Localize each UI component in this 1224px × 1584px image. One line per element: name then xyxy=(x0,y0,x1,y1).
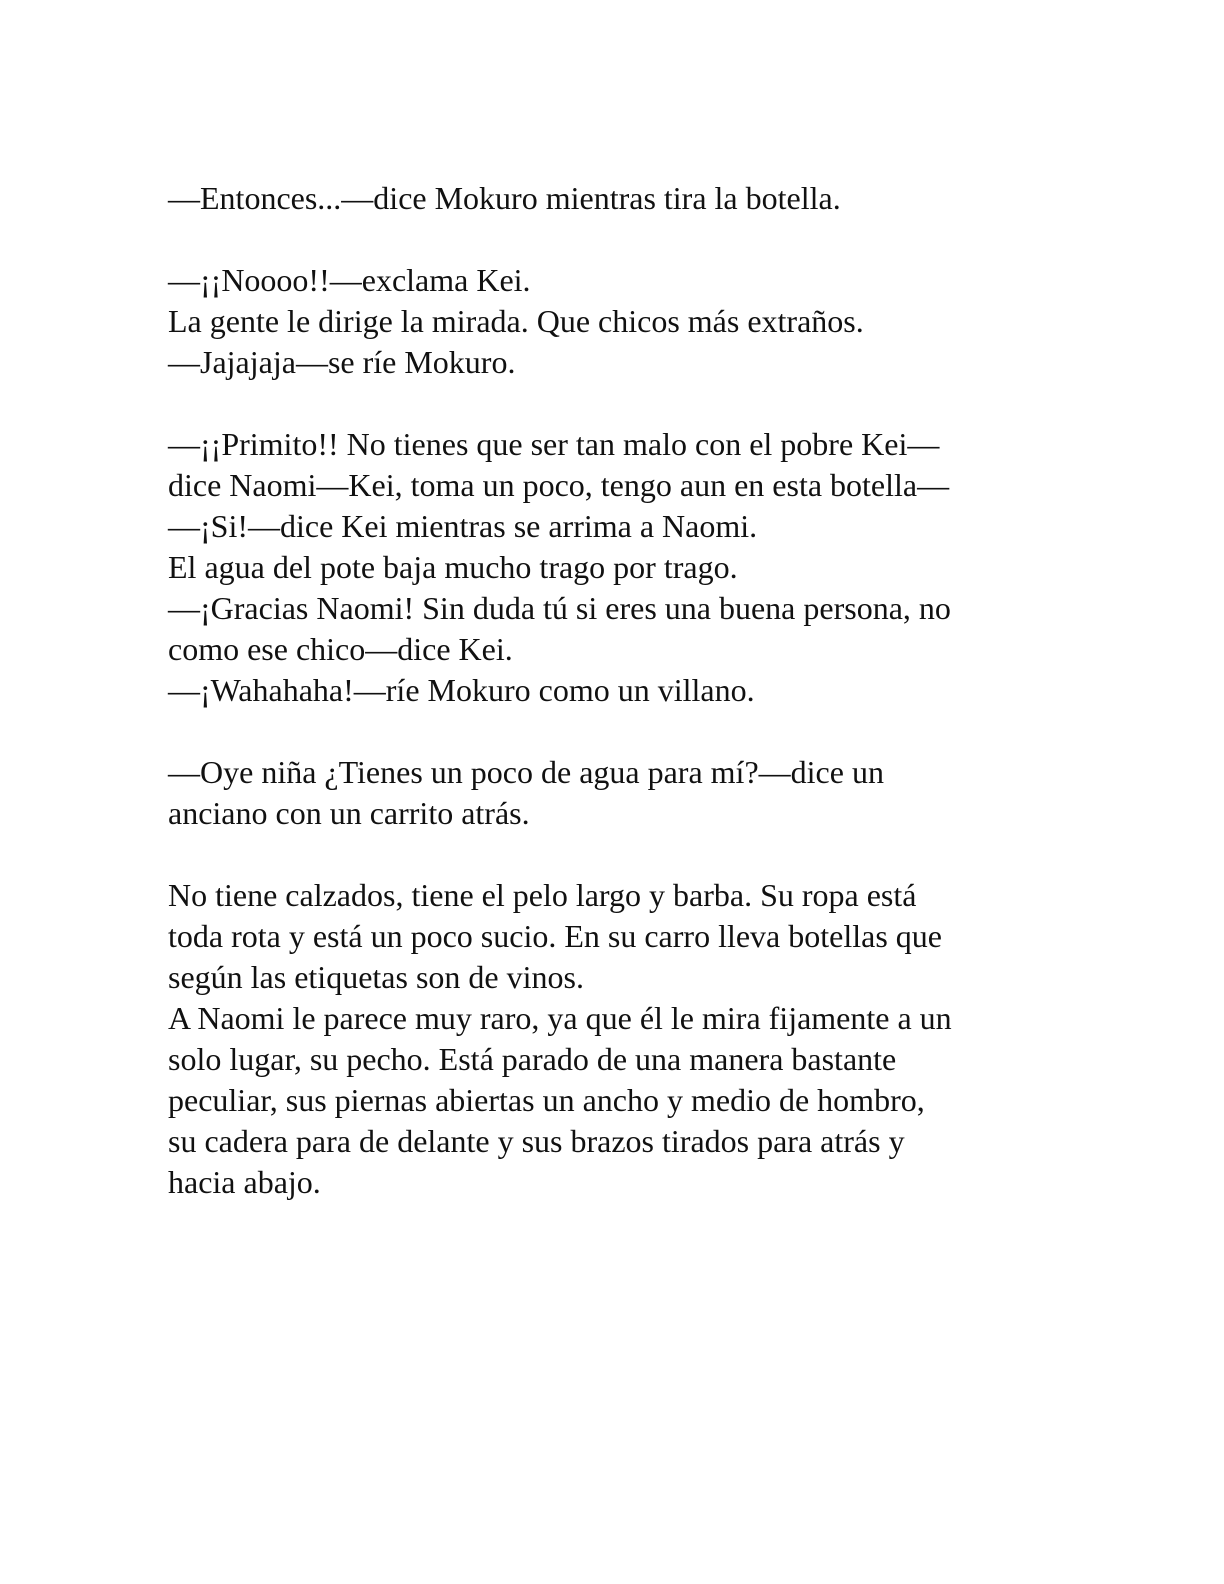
text-line: El agua del pote baja mucho trago por trago. xyxy=(168,549,738,585)
text-line: solo lugar, su pecho. Está parado de una manera bastante xyxy=(168,1041,897,1077)
text-line: La gente le dirige la mirada. Que chicos más extraños. xyxy=(168,303,864,339)
paragraph xyxy=(168,260,1068,383)
text-line: —¡¡Noooo!!—exclama Kei. xyxy=(168,262,531,298)
text-line: como ese chico—dice Kei. xyxy=(168,631,513,667)
text-line: dice Naomi—Kei, toma un poco, tengo aun en esta botella— xyxy=(168,467,950,503)
text-line: —Jajajaja—se ríe Mokuro. xyxy=(168,344,516,380)
text-line: anciano con un carrito atrás. xyxy=(168,795,530,831)
text-line: su cadera para de delante y sus brazos tirados para atrás y xyxy=(168,1123,905,1159)
text-line: hacia abajo. xyxy=(168,1164,321,1200)
paragraph xyxy=(168,752,1068,834)
paragraph xyxy=(168,424,1068,711)
text-line: No tiene calzados, tiene el pelo largo y barba. Su ropa está xyxy=(168,877,917,913)
text-line: —¡¡Primito!! No tienes que ser tan malo con el pobre Kei— xyxy=(168,426,940,462)
text-line: —¡Si!—dice Kei mientras se arrima a Naomi. xyxy=(168,508,758,544)
text-line: —¡Wahahaha!—ríe Mokuro como un villano. xyxy=(168,672,755,708)
text-line: —Entonces...—dice Mokuro mientras tira la botella. xyxy=(168,180,841,216)
paragraph xyxy=(168,178,1068,219)
text-line: —¡Gracias Naomi! Sin duda tú si eres una buena persona, no xyxy=(168,590,951,626)
paragraph xyxy=(168,875,1068,1203)
text-line: —Oye niña ¿Tienes un poco de agua para mí?—dice un xyxy=(168,754,884,790)
document-page xyxy=(168,178,1068,1203)
text-line: toda rota y está un poco sucio. En su carro lleva botellas que xyxy=(168,918,942,954)
text-line: A Naomi le parece muy raro, ya que él le mira fijamente a un xyxy=(168,1000,952,1036)
text-line: peculiar, sus piernas abiertas un ancho y medio de hombro, xyxy=(168,1082,925,1118)
text-line: según las etiquetas son de vinos. xyxy=(168,959,584,995)
